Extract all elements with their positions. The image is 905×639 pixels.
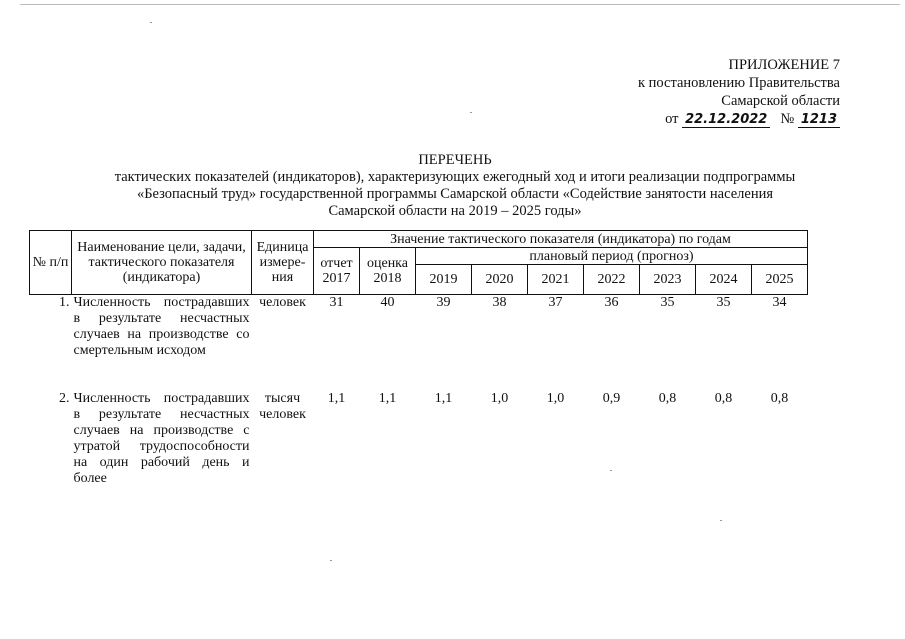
scan-noise xyxy=(470,112,472,113)
row-number: 1. xyxy=(59,295,70,310)
value-cell: 1,1 xyxy=(327,390,346,406)
table-row xyxy=(30,391,808,491)
value-cell: 0,8 xyxy=(658,390,677,406)
title-line-2: «Безопасный труд» государственной программы Самарской области «Содействие занятости населения xyxy=(136,186,774,202)
scan-noise xyxy=(610,470,612,471)
indicator-name: Численность пострадавших в результате несчастных случаев на производстве с утратой трудоспособности на один рабочий день и более xyxy=(73,390,250,486)
scan-noise xyxy=(150,22,152,23)
header-year: 2021 xyxy=(528,265,584,295)
scan-noise xyxy=(330,560,332,561)
title-heading: ПЕРЕЧЕНЬ xyxy=(418,152,492,168)
handwritten-number: 1213 xyxy=(798,112,840,128)
appendix-date-number-line xyxy=(600,110,840,129)
header-name: Наименование цели, задачи, тактического показателя (индикатора) xyxy=(72,231,252,295)
title-line-1: тактических показателей (индикаторов), характеризующих ежегодный ход и итоги реализации подпрограммы xyxy=(114,169,796,185)
unit-cell: тысяч человек xyxy=(259,390,306,422)
value-cell: 1,1 xyxy=(434,390,453,406)
value-cell: 31 xyxy=(329,295,344,310)
header-plan-group: плановый период (прогноз) xyxy=(416,248,808,265)
header-num: № п/п xyxy=(30,231,72,295)
scan-top-border xyxy=(20,4,900,5)
date-prefix: от 22.12.2022 xyxy=(665,110,770,129)
table-row xyxy=(30,295,808,391)
value-cell: 38 xyxy=(492,295,507,310)
value-cell: 36 xyxy=(604,295,619,310)
header-estimate-2018: оценка 2018 xyxy=(360,248,416,295)
appendix-decree-line: к постановлению Правительства xyxy=(638,75,840,91)
header-year: 2022 xyxy=(584,265,640,295)
indicators-table xyxy=(29,230,808,491)
value-cell: 1,1 xyxy=(378,390,397,406)
number-prefix: № 1213 xyxy=(780,110,840,129)
value-cell: 0,8 xyxy=(714,390,733,406)
header-unit: Единица измере-ния xyxy=(252,231,314,295)
header-year: 2020 xyxy=(472,265,528,295)
handwritten-date: 22.12.2022 xyxy=(682,112,770,128)
value-cell: 35 xyxy=(716,295,731,310)
document-title xyxy=(60,152,850,220)
value-cell: 0,9 xyxy=(602,390,621,406)
header-year: 2025 xyxy=(752,265,808,295)
row-number: 2. xyxy=(59,390,70,406)
header-year: 2023 xyxy=(640,265,696,295)
appendix-block xyxy=(600,56,840,129)
header-values-group: Значение тактического показателя (индикатора) по годам xyxy=(314,231,808,248)
scan-noise xyxy=(720,520,722,521)
value-cell: 37 xyxy=(548,295,563,310)
title-line-3: Самарской области на 2019 – 2025 годы» xyxy=(328,203,582,219)
value-cell: 34 xyxy=(772,295,787,310)
value-cell: 35 xyxy=(660,295,675,310)
header-year: 2024 xyxy=(696,265,752,295)
value-cell: 39 xyxy=(436,295,451,310)
appendix-title: ПРИЛОЖЕНИЕ 7 xyxy=(728,57,840,73)
header-year: 2019 xyxy=(416,265,472,295)
appendix-region-line: Самарской области xyxy=(721,93,840,109)
value-cell: 1,0 xyxy=(490,390,509,406)
unit-cell: человек xyxy=(259,295,306,310)
value-cell: 0,8 xyxy=(770,390,789,406)
value-cell: 1,0 xyxy=(546,390,565,406)
value-cell: 40 xyxy=(380,295,395,310)
indicator-name: Численность пострадавших в результате несчастных случаев на производстве со смертельным исходом xyxy=(73,295,250,358)
header-report-2017: отчет 2017 xyxy=(314,248,360,295)
